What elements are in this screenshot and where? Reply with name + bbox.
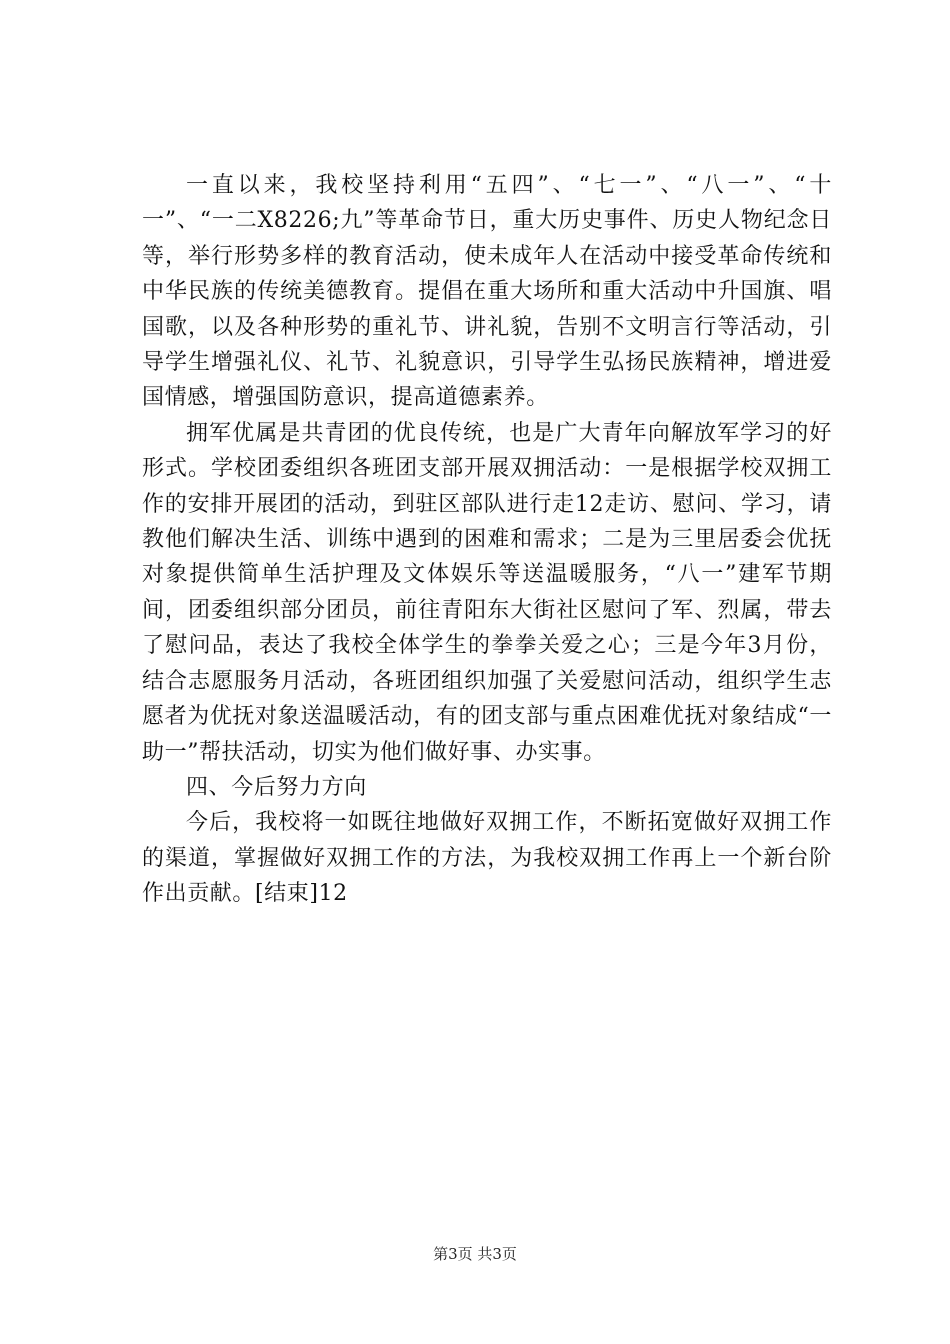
paragraph-future-plan: 今后，我校将一如既往地做好双拥工作，不断拓宽做好双拥工作的渠道，掌握做好双拥工作的方法，为我校双拥工作再上一个新台阶作出贡献。[结束]12	[142, 810, 832, 907]
section-heading-future-direction: 四、今后努力方向	[186, 774, 367, 800]
paragraph-army-support: 拥军优属是共青团的优良传统，也是广大青年向解放军学习的好形式。学校团委组织各班团支部开展双拥活动：一是根据学校双拥工作的安排开展团的活动，到驻区部队进行走12走访、慰问、学习，请教他们解决生活、训练中遇到的困难和需求；二是为三里居委会优抚对象提供简单生活护理及文体娱乐等送温暖服务，“八一”建军节期间，团委组织部分团员，前往青阳东大街社区慰问了军、烈属，带去了慰问品，表达了我校全体学生的拳拳关爱之心；三是今年3月份，结合志愿服务月活动，各班团组织加强了关爱慰问活动，组织学生志愿者为优抚对象送温暖活动，有的团支部与重点困难优抚对象结成“一助一”帮扶活动，切实为他们做好事、办实事。	[142, 420, 832, 765]
paragraph-patriotic-education: 一直以来，我校坚持利用“五四”、“七一”、“八一”、“十一”、“一二X8226;九”等革命节日，重大历史事件、历史人物纪念日等，举行形势多样的教育活动，使未成年人在活动中接受革命传统和中华民族的传统美德教育。提倡在重大场所和重大活动中升国旗、唱国歌，以及各种形势的重礼节、讲礼貌，告别不文明言行等活动，引导学生增强礼仪、礼节、礼貌意识，引导学生弘扬民族精神，增进爱国情感，增强国防意识，提高道德素养。	[142, 173, 832, 411]
document-body	[142, 168, 832, 912]
page-footer: 第3页 共3页	[433, 1245, 517, 1263]
